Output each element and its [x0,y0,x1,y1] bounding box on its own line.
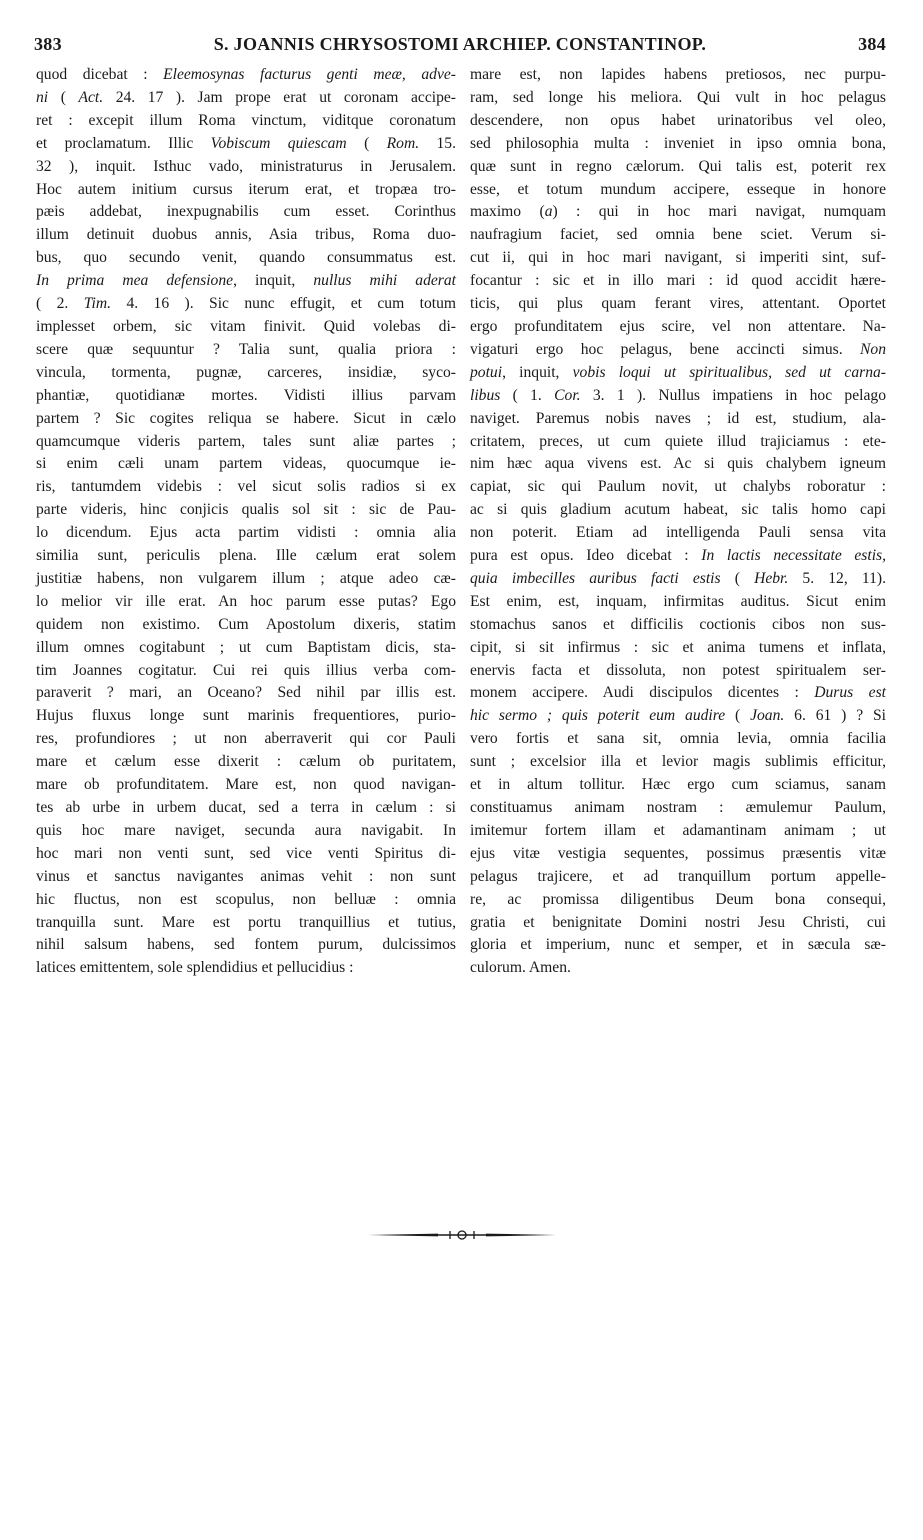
text-run: vincula, tormenta, pugnæ, carceres, insidiæ, syco- [36,363,456,381]
text-run: partem ? Sic cogites reliqua se habere. Sicut in cælo [36,409,456,427]
text-line [36,385,456,408]
text-line [470,728,886,751]
text-run: re, ac promissa diligentibus Deum bona consequi, [470,890,886,908]
text-line [470,453,886,476]
text-run: latices emittentem, sole splendidius et pellucidius : [36,959,354,977]
text-line [470,408,886,431]
text-line [470,705,886,728]
text-run: ris, tantumdem videbis : vel sicut solis radios si ex [36,478,456,496]
text-line [36,934,456,957]
text-line [470,774,886,797]
text-line [470,934,886,957]
text-line [36,224,456,247]
text-run: pæis addebat, inexpugnabilis cum esset. Corinthus [36,203,456,221]
italic-run: Act. [78,88,104,106]
text-run: parte videris, hinc conjicis qualis sol sit : sic de Pau- [36,501,456,519]
italic-run: Eleemosynas facturus genti meæ, adve- [163,66,456,83]
text-run: 32 ), inquit. Isthuc vado, ministraturus in Jerusalem. [36,157,456,175]
text-line [470,637,886,660]
text-line [36,156,456,179]
text-run: maximo ( [470,203,545,221]
text-line [470,316,886,339]
text-line [36,591,456,614]
text-line [470,545,886,568]
right-text-column [470,64,886,980]
text-run: capiat, sic qui Paulum novit, ut chalybs roboratur : [470,478,886,496]
text-line [36,614,456,637]
text-line [470,201,886,224]
text-run: Hujus fluxus longe sunt marinis frequentiores, purio- [36,707,456,725]
left-text-column [36,64,456,980]
text-line [36,362,456,385]
text-run: culorum. Amen. [470,959,571,977]
text-line [36,545,456,568]
text-line [36,866,456,889]
running-header [34,34,886,60]
text-line [36,293,456,316]
text-run: esse, et totum mundum accipere, esseque in honore [470,180,886,198]
text-line [36,179,456,202]
text-run: quis hoc mare naviget, secunda aura navigabit. In [36,821,456,839]
text-run: vigaturi ergo hoc pelagus, bene accincti simus. [470,340,860,358]
text-line [36,728,456,751]
text-line [470,156,886,179]
text-run: ac si quis gladium acutum habeat, sic talis homo capi [470,501,886,519]
text-line [36,64,456,87]
text-line [36,522,456,545]
text-run: , inquit, [502,363,573,381]
italic-run: Tim. [83,295,112,313]
text-line [470,660,886,683]
text-run: lo melior vir ille erat. An hoc parum esse putas? Ego [36,592,456,610]
text-run: nim hæc aqua vivens est. Ac si quis chalybem igneum [470,455,886,473]
italic-run: ni [36,88,49,106]
text-run: 24. 17 ). Jam prope erat ut coronam accipe- [103,88,456,106]
text-run: tim Joannes cogitatur. Cui rei quis illius verba com- [36,661,456,679]
text-line [470,224,886,247]
text-line [36,499,456,522]
text-run: tranquilla sunt. Mare est portu tranquillius et tutius, [36,913,456,931]
text-run: sed philosophia multa : inveniet in ipso omnia bona, [470,134,886,152]
text-run: mare et cælum esse dixerit : cælum ob puritatem, [36,753,456,771]
text-line [36,270,456,293]
text-run: ( 2. [36,295,84,313]
text-line [36,247,456,270]
text-run: phantiæ, quotidianæ mortes. Vidisti illius parvam [36,386,456,404]
text-run: cipit, si sit infirmus : sic et anima tumens et inflata, [470,638,886,656]
text-line [36,133,456,156]
text-run: vinus et sanctus navigantes animas vehit : non sunt [36,867,456,885]
text-line [470,614,886,637]
text-line [36,453,456,476]
page-number-left: 383 [34,34,62,54]
text-line [36,843,456,866]
end-ornament [368,1228,556,1242]
text-run: Est enim, est, inquam, infirmitas auditus. Sicut enim [470,592,886,610]
text-run: lo dicendum. Ejus acta partim vidisti : omnia alia [36,524,456,542]
text-line [470,339,886,362]
text-run: 15. [419,134,456,152]
italic-run: vobis loqui ut spiritualibus, sed ut carna- [572,363,887,381]
text-run: , inquit, [233,272,314,290]
text-line [470,866,886,889]
running-title: S. JOANNIS CHRYSOSTOMI ARCHIEP. CONSTANTINOP. [213,34,707,54]
text-run: ram, sed longe his meliora. Qui vult in hoc pelagus [470,88,886,106]
text-run: quæ sunt in regno cælorum. Qui talis est, poterit rex [470,157,886,175]
text-run: illum detinuit duobus annis, Asia tribus, Roma duo- [36,226,456,244]
text-line [36,476,456,499]
text-line [36,339,456,362]
italic-run: In prima mea defensione [36,272,234,290]
text-run: ( [48,88,79,106]
italic-run: nullus mihi aderat [313,272,456,290]
text-run: scere quæ sequuntur ? Talia sunt, qualia priora : [36,340,456,358]
text-run: ret : excepit illum Roma vinctum, viditque coronatum [36,111,456,129]
text-run: imitemur fortem illam et adamantinam animam ; ut [470,821,886,839]
italic-run: potui [470,363,503,381]
italic-run: Hebr. [754,569,789,587]
text-run: nihil salsum habens, sed fontem purum, dulcissimos [36,936,456,954]
text-run: 3. 1 ). Nullus impatiens in hoc pelago [580,386,886,404]
text-line [470,499,886,522]
text-run: ( [346,134,387,152]
text-run: quamcumque videris partem, tales sunt aliæ partes ; [36,432,456,450]
text-run: ( [720,569,755,587]
text-run: quod dicebat : [36,66,164,83]
italic-run: In lactis necessitate estis, [701,547,886,565]
italic-run: a [544,203,553,221]
text-run: mare ob profunditatem. Mare est, non quod navigan- [36,776,456,794]
text-run: pelagus trajicere, et ad tranquillum portum appelle- [470,867,886,885]
text-line [470,797,886,820]
italic-run: Rom. [386,134,420,152]
text-line [470,568,886,591]
text-run: ergo profunditatem ejus scire, vel non attentare. Na- [470,317,886,335]
text-run: tes ab urbe in urbem ducat, sed a terra in cælum : si [36,799,456,816]
text-run: naviget. Paremus nobis naves ; id est, studium, ala- [470,409,886,427]
text-run: 5. 12, 11). [788,569,886,587]
text-line [36,637,456,660]
text-run: illum omnes cogitabunt ; ut cum Baptistam dicis, sta- [36,638,456,656]
text-line [470,87,886,110]
text-line [36,660,456,683]
text-run: cut ii, qui in hoc mari navigant, si imperiti sint, suf- [470,249,886,267]
text-run: ejus vitæ vestigia sequentes, possimus præsentis vitæ [470,844,886,862]
text-line [470,820,886,843]
text-run: gratia et benignitate Domini nostri Jesu Christi, cui [470,913,886,931]
text-line [36,820,456,843]
text-line [470,293,886,316]
italic-run: Cor. [554,386,581,404]
text-run: constituamus animam nostram : æmulemur Paulum, [470,799,886,816]
text-line [36,682,456,705]
text-run: bus, quo secundo venit, quando consummatus est. [36,249,456,267]
italic-run: libus [470,386,501,404]
text-line [36,568,456,591]
text-run: vero fortis et sana sit, omnia levia, omnia facilia [470,730,886,748]
text-run: descendere, non opus habet urinatoribus vel oleo, [470,111,886,129]
italic-run: quia imbecilles auribus facti estis [470,569,721,587]
text-run: paraverit ? mari, an Oceano? Sed nihil par illis est. [36,684,456,702]
italic-run: Non [860,340,886,358]
text-line [36,705,456,728]
text-line [36,912,456,935]
text-run: pura est opus. Ideo dicebat : [470,547,702,565]
text-run: monem accipere. Audi discipulos dicentes : [470,684,815,702]
text-line [470,64,886,87]
text-line [470,247,886,270]
text-run: justitiæ habens, non vulgarem illum ; atque adeo cæ- [36,569,456,587]
text-run: implesset orbem, sic vitam finivit. Quid volebas di- [36,317,456,335]
text-run: sunt ; excelsior illa et levior magis sublimis efficitur, [470,753,886,771]
text-line [470,751,886,774]
text-run: Hoc autem initium cursus iterum erat, et tropæa tro- [36,180,456,198]
italic-run: Joan. [750,707,785,725]
text-line [470,843,886,866]
text-line [36,316,456,339]
text-run: similia sunt, periculis plena. Ille cælum erat solem [36,547,456,565]
text-run: gloria et imperium, nunc et semper, et in sæcula sæ- [470,936,886,954]
text-run: ( [725,707,751,725]
italic-run: Durus est [814,684,887,702]
text-run: enervis facta et dissoluta, non potest spiritualem ser- [470,661,886,679]
text-run: naufragium faciet, sed omnia bene sciet. Verum si- [470,226,886,244]
text-run: non poterit. Etiam ad intelligenda Pauli sensa vita [470,524,886,542]
text-line [470,889,886,912]
italic-run: Vobiscum quiescam [210,134,347,152]
text-run: stomachus sanos et difficilis coctionis cibos non sus- [470,615,886,633]
text-line [470,522,886,545]
text-line [36,201,456,224]
text-run: ( 1. [500,386,555,404]
text-line [470,179,886,202]
text-line [470,957,886,980]
italic-run: hic sermo ; quis poterit eum audire [470,707,726,725]
text-run: 6. 61 ) ? Si [784,707,886,725]
text-line [36,774,456,797]
text-line [470,385,886,408]
text-run: ticis, qui plus quam ferant vires, attentant. Oportet [470,295,886,313]
text-run: res, profundiores ; ut non aberraverit qui cor Pauli [36,730,456,748]
text-run: si enim cæli unam partem videas, quocumque ie- [36,455,456,473]
text-run: hic fluctus, non est scopulus, non belluæ : omnia [36,890,456,908]
page-number-right: 384 [858,34,886,54]
text-run: ) : qui in hoc mari navigat, numquam [552,203,886,221]
text-line [470,431,886,454]
text-run: et in altum tollitur. Hæc ergo cum sciamus, sanam [470,776,886,794]
text-line [470,362,886,385]
text-line [36,408,456,431]
text-line [36,889,456,912]
text-line [470,133,886,156]
text-line [36,431,456,454]
text-run: quidem non existimo. Cum Apostolum dixeris, statim [36,615,456,633]
text-line [36,87,456,110]
text-line [470,682,886,705]
text-line [36,110,456,133]
text-run: hoc mari non venti sunt, sed vice venti Spiritus di- [36,844,456,862]
text-run: focantur : sic et in illo mari : id quod accidit hære- [470,272,886,290]
text-run: critatem, preces, ut cum quiete illud trajiciamus : ete- [470,432,886,450]
text-run: mare est, non lapides habens pretiosos, nec purpu- [470,66,886,83]
text-line [36,751,456,774]
text-line [36,957,456,980]
text-run: 4. 16 ). Sic nunc effugit, et cum totum [111,295,456,313]
text-line [470,476,886,499]
text-line [470,912,886,935]
text-line [470,591,886,614]
text-line [470,270,886,293]
text-line [470,110,886,133]
text-line [36,797,456,820]
text-run: et proclamatum. Illic [36,134,211,152]
